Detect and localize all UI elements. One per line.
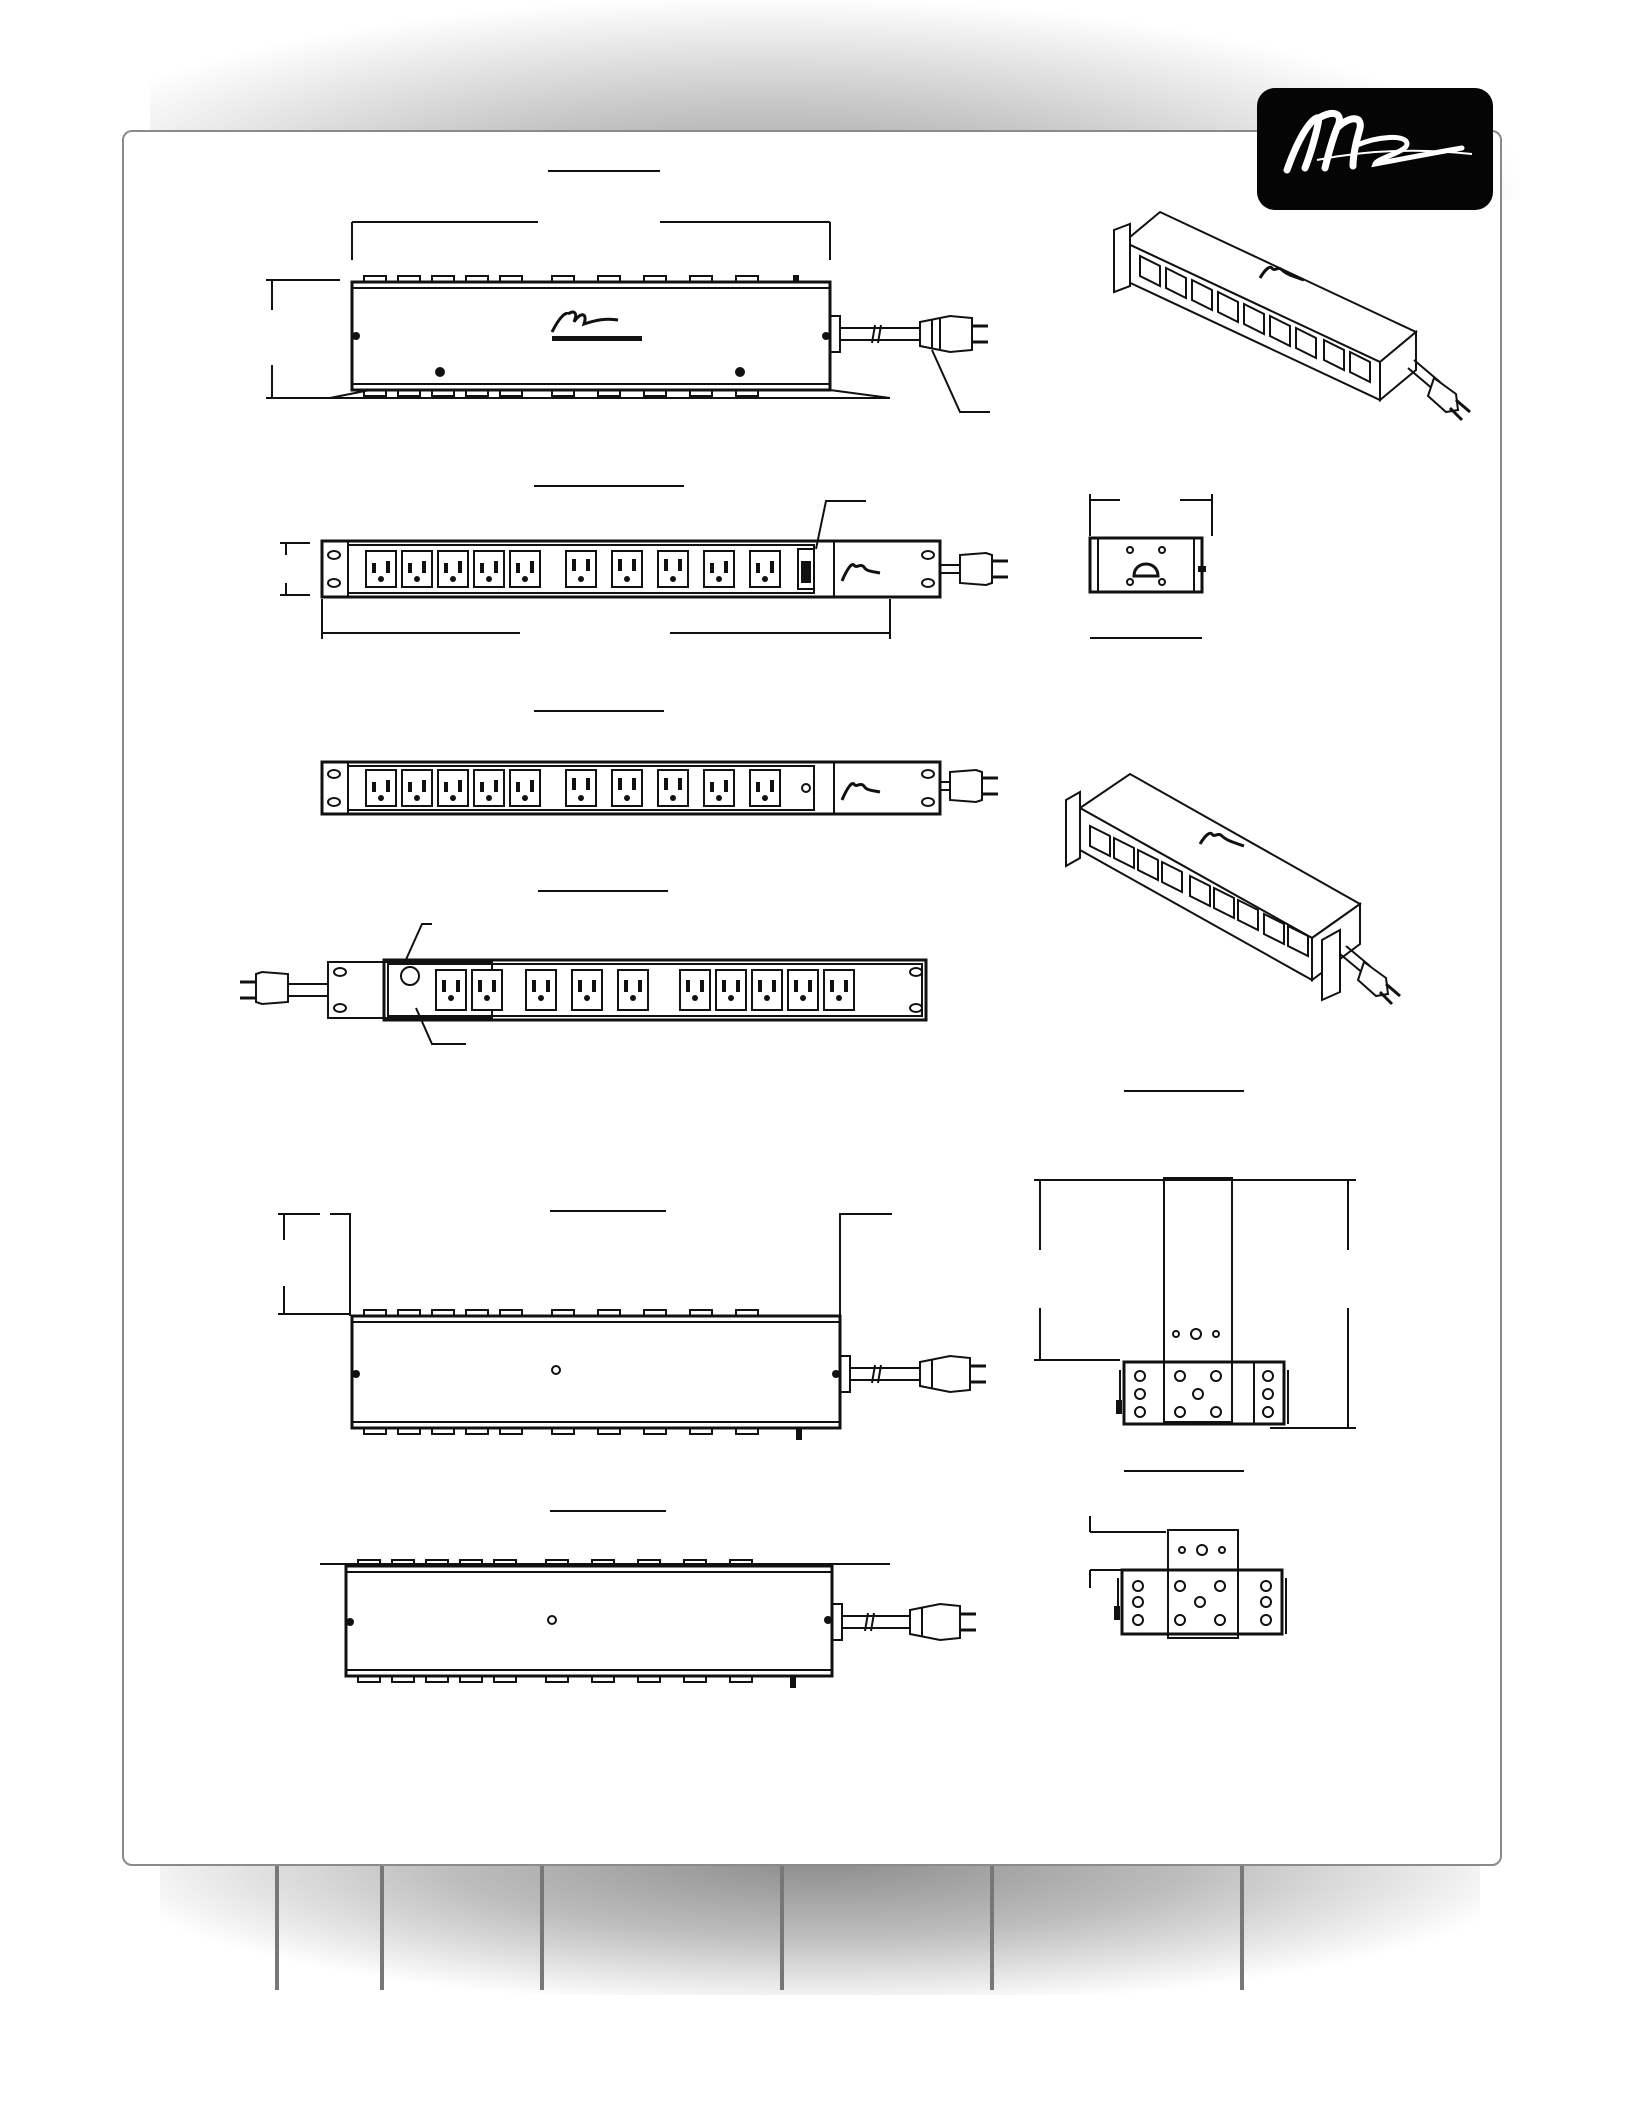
top-view	[260, 160, 1020, 435]
isometric-front-drawing	[1110, 200, 1480, 430]
top-view-flush-drawing	[270, 1500, 1010, 1720]
side-view-short-drawing	[1080, 1470, 1300, 1690]
rack-rail	[380, 1860, 384, 1990]
breaker-icon	[401, 967, 419, 985]
side-view-drawing	[1080, 490, 1230, 660]
isometric-rear	[1060, 770, 1420, 1015]
view-title-underline	[538, 890, 668, 892]
view-title-underline	[550, 1510, 666, 1512]
view-title-underline	[548, 170, 660, 172]
side-view	[1080, 490, 1230, 665]
ma-logo-icon	[1257, 88, 1493, 210]
rack-rail	[1240, 1860, 1244, 1990]
isometric-front	[1110, 200, 1480, 435]
rear-view-drawing	[236, 880, 936, 1080]
plug-icon	[940, 770, 998, 802]
top-view-drawing	[260, 160, 1020, 430]
front-view-switched-drawing	[270, 475, 1010, 655]
rack-rail	[275, 1860, 279, 1990]
rear-view	[236, 880, 936, 1085]
side-view-with-bracket	[1030, 1090, 1370, 1455]
isometric-rear-drawing	[1060, 770, 1420, 1010]
unit-logo	[552, 312, 642, 341]
plug-icon	[920, 316, 988, 352]
view-title-underline	[1124, 1090, 1244, 1092]
plug-icon	[920, 1356, 986, 1392]
plug-icon	[1340, 946, 1400, 1004]
company-logo	[1257, 88, 1493, 210]
plug-icon	[1408, 360, 1470, 420]
top-view-with-brackets	[270, 1200, 1010, 1455]
rack-rail	[780, 1860, 784, 1990]
front-view-unswitched	[270, 700, 1010, 835]
view-title-underline	[550, 1210, 666, 1212]
top-view-flush-brackets	[270, 1500, 1010, 1725]
plug-icon	[910, 1604, 976, 1640]
front-view-switched	[270, 475, 1010, 660]
brand-name	[0, 0, 11, 1]
view-title-underline	[1124, 1470, 1244, 1472]
front-view-unswitched-drawing	[270, 700, 1010, 830]
plug-icon	[940, 553, 1008, 585]
logo-text	[1257, 88, 1259, 89]
plug-icon	[240, 972, 328, 1004]
side-view-bracket-drawing	[1030, 1090, 1370, 1450]
view-title-underline	[534, 710, 664, 712]
side-view-short-bracket	[1080, 1470, 1300, 1695]
footer-background-shading	[160, 1860, 1480, 1995]
outlet-icon	[436, 970, 854, 1010]
view-title-underline	[534, 485, 684, 487]
top-view-brackets-drawing	[270, 1200, 1010, 1450]
rack-rail	[990, 1860, 994, 1990]
rack-rail	[540, 1860, 544, 1990]
power-switch-icon	[798, 549, 814, 589]
